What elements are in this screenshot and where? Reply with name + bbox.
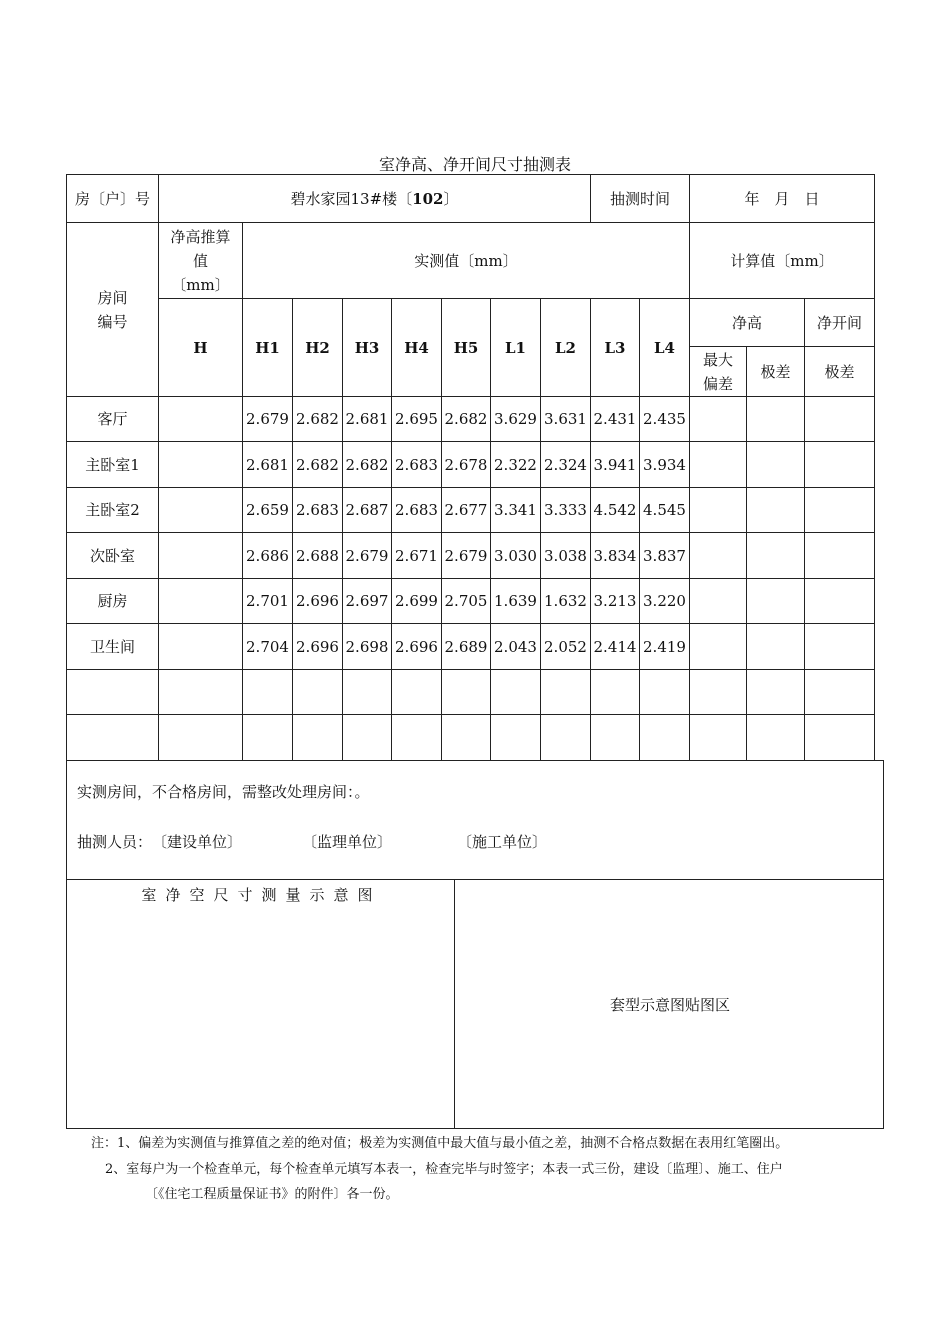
empty-cell[interactable]: [690, 488, 747, 533]
calculated-header: 计算值〔mm〕: [690, 223, 875, 299]
empty-cell[interactable]: [690, 624, 747, 670]
empty-cell[interactable]: [591, 715, 640, 761]
value-cell: 2.052: [541, 624, 591, 670]
empty-cell[interactable]: [690, 397, 747, 442]
empty-cell[interactable]: [747, 579, 805, 624]
date-value: 年 月 日: [690, 175, 875, 223]
net-height-header: 净高: [690, 299, 805, 347]
col-l3: L3: [591, 299, 640, 397]
value-cell: 2.682: [442, 397, 491, 442]
value-cell: 2.414: [591, 624, 640, 670]
empty-cell[interactable]: [392, 670, 442, 715]
value-cell: 1.639: [491, 579, 541, 624]
value-cell: 2.701: [243, 579, 293, 624]
estimate-cell[interactable]: [159, 533, 243, 579]
value-cell: 2.705: [442, 579, 491, 624]
empty-cell[interactable]: [293, 670, 343, 715]
inspectors-label: 抽测人员：: [77, 833, 153, 851]
empty-cell[interactable]: [805, 715, 875, 761]
empty-cell[interactable]: [293, 715, 343, 761]
value-cell: 2.435: [640, 397, 690, 442]
empty-cell[interactable]: [747, 670, 805, 715]
room-name: 主卧室2: [67, 488, 159, 533]
inspectors-line: [77, 831, 547, 852]
estimate-cell[interactable]: [159, 442, 243, 488]
note-3: 〔《住宅工程质量保证书》的附件〕各一份。: [145, 1187, 399, 1202]
estimate-cell[interactable]: [159, 624, 243, 670]
net-width-header: 净开间: [805, 299, 875, 347]
col-h: H: [159, 299, 243, 397]
empty-cell[interactable]: [67, 670, 159, 715]
empty-cell[interactable]: [67, 715, 159, 761]
floorplan-label: 套型示意图贴图区: [609, 996, 730, 1014]
room-name: 厨房: [67, 579, 159, 624]
room-column-header: 房间 编号: [67, 223, 159, 397]
value-cell: 4.545: [640, 488, 690, 533]
floorplan-paste-area: [454, 879, 884, 1129]
value-cell: 2.696: [293, 579, 343, 624]
empty-cell[interactable]: [690, 579, 747, 624]
value-cell: 2.698: [343, 624, 392, 670]
value-cell: 2.687: [343, 488, 392, 533]
empty-cell[interactable]: [690, 533, 747, 579]
value-cell: 3.213: [591, 579, 640, 624]
col-h5: H5: [442, 299, 491, 397]
empty-cell[interactable]: [747, 488, 805, 533]
value-cell: 2.681: [243, 442, 293, 488]
max-deviation-header: 最大 偏差: [690, 347, 747, 397]
empty-cell[interactable]: [159, 670, 243, 715]
value-cell: 2.677: [442, 488, 491, 533]
unit-value: 碧水家园13#楼〔102〕: [159, 175, 591, 223]
value-cell: 2.678: [442, 442, 491, 488]
time-label: 抽测时间: [591, 175, 690, 223]
value-cell: 2.682: [293, 397, 343, 442]
value-cell: 2.682: [293, 442, 343, 488]
value-cell: 3.934: [640, 442, 690, 488]
value-cell: 3.941: [591, 442, 640, 488]
note-2: 2、室每户为一个检查单元，每个检查单元填写本表一，检查完毕与时签字；本表一式三份，建设〔监理〕、施工、住户: [105, 1162, 783, 1177]
col-l4: L4: [640, 299, 690, 397]
value-cell: 2.683: [293, 488, 343, 533]
col-h2: H2: [293, 299, 343, 397]
empty-cell[interactable]: [805, 624, 875, 670]
empty-cell[interactable]: [805, 488, 875, 533]
value-cell: 4.542: [591, 488, 640, 533]
empty-row: [67, 670, 875, 715]
room-name: 卫生间: [67, 624, 159, 670]
value-cell: 2.679: [343, 533, 392, 579]
empty-cell[interactable]: [747, 624, 805, 670]
empty-cell[interactable]: [640, 715, 690, 761]
value-cell: 3.631: [541, 397, 591, 442]
empty-cell[interactable]: [491, 715, 541, 761]
empty-cell[interactable]: [805, 442, 875, 488]
diagram-title: 室净空尺寸测量示意图: [141, 886, 382, 904]
empty-cell[interactable]: [491, 670, 541, 715]
value-cell: 2.699: [392, 579, 442, 624]
value-cell: 3.834: [591, 533, 640, 579]
value-cell: 3.220: [640, 579, 690, 624]
width-range-header: 极差: [805, 347, 875, 397]
empty-cell[interactable]: [343, 715, 392, 761]
value-cell: 3.629: [491, 397, 541, 442]
value-cell: 3.333: [541, 488, 591, 533]
empty-cell[interactable]: [343, 670, 392, 715]
empty-cell[interactable]: [591, 670, 640, 715]
value-cell: 3.837: [640, 533, 690, 579]
col-h3: H3: [343, 299, 392, 397]
summary-section: [66, 760, 884, 880]
estimate-cell[interactable]: [159, 397, 243, 442]
empty-cell[interactable]: [805, 533, 875, 579]
empty-cell[interactable]: [159, 715, 243, 761]
value-cell: 2.686: [243, 533, 293, 579]
builder-signature[interactable]: 〔建设单位〕: [152, 833, 243, 851]
table-row: [67, 442, 875, 488]
value-cell: 2.659: [243, 488, 293, 533]
empty-cell[interactable]: [805, 397, 875, 442]
col-l1: L1: [491, 299, 541, 397]
empty-row: [67, 715, 875, 761]
supervisor-signature[interactable]: 〔监理单位〕: [302, 833, 393, 851]
empty-cell[interactable]: [747, 442, 805, 488]
value-cell: 2.043: [491, 624, 541, 670]
value-cell: 2.431: [591, 397, 640, 442]
value-cell: 3.030: [491, 533, 541, 579]
value-cell: 2.704: [243, 624, 293, 670]
empty-cell[interactable]: [747, 533, 805, 579]
empty-cell[interactable]: [541, 670, 591, 715]
table-row: [67, 624, 875, 670]
empty-cell[interactable]: [640, 670, 690, 715]
value-cell: 2.682: [343, 442, 392, 488]
empty-cell[interactable]: [442, 715, 491, 761]
empty-cell[interactable]: [442, 670, 491, 715]
value-cell: 3.341: [491, 488, 541, 533]
value-cell: 2.683: [392, 442, 442, 488]
table-row: [67, 533, 875, 579]
value-cell: 2.419: [640, 624, 690, 670]
empty-cell[interactable]: [747, 715, 805, 761]
value-cell: 1.632: [541, 579, 591, 624]
col-l2: L2: [541, 299, 591, 397]
room-name: 主卧室1: [67, 442, 159, 488]
clear-height-estimate-header: 净高推算 值 〔mm〕: [159, 223, 243, 299]
measured-header: 实测值〔mm〕: [243, 223, 690, 299]
empty-cell[interactable]: [243, 715, 293, 761]
table-row: [67, 579, 875, 624]
empty-cell[interactable]: [541, 715, 591, 761]
empty-cell[interactable]: [747, 397, 805, 442]
value-cell: 2.689: [442, 624, 491, 670]
value-cell: 2.696: [293, 624, 343, 670]
empty-cell[interactable]: [690, 715, 747, 761]
height-range-header: 极差: [747, 347, 805, 397]
value-cell: 2.697: [343, 579, 392, 624]
table-row: [67, 488, 875, 533]
value-cell: 2.696: [392, 624, 442, 670]
room-name: 客厅: [67, 397, 159, 442]
estimate-cell[interactable]: [159, 579, 243, 624]
contractor-signature[interactable]: 〔施工单位〕: [457, 833, 548, 851]
value-cell: 2.695: [392, 397, 442, 442]
value-cell: 2.322: [491, 442, 541, 488]
room-name: 次卧室: [67, 533, 159, 579]
value-cell: 2.679: [243, 397, 293, 442]
value-cell: 2.679: [442, 533, 491, 579]
note-1: 注：1、偏差为实测值与推算值之差的绝对值；极差为实测值中最大值与最小值之差，抽测不合格点数据在表用红笔圈出。: [91, 1136, 789, 1151]
empty-cell[interactable]: [805, 670, 875, 715]
unit-label: 房〔户〕号: [67, 175, 159, 223]
value-cell: 2.683: [392, 488, 442, 533]
value-cell: 2.681: [343, 397, 392, 442]
value-cell: 2.324: [541, 442, 591, 488]
col-h4: H4: [392, 299, 442, 397]
empty-cell[interactable]: [690, 442, 747, 488]
measurement-diagram-area: [66, 879, 455, 1129]
table-row: [67, 397, 875, 442]
empty-cell[interactable]: [243, 670, 293, 715]
page-title: 室净高、净开间尺寸抽测表: [378, 155, 571, 174]
measurement-table: [66, 174, 875, 761]
rooms-summary-line: 实测房间，不合格房间，需整改处理房间：。: [77, 783, 370, 801]
value-cell: 3.038: [541, 533, 591, 579]
col-h1: H1: [243, 299, 293, 397]
empty-cell[interactable]: [805, 579, 875, 624]
empty-cell[interactable]: [690, 670, 747, 715]
value-cell: 2.671: [392, 533, 442, 579]
value-cell: 2.688: [293, 533, 343, 579]
empty-cell[interactable]: [392, 715, 442, 761]
estimate-cell[interactable]: [159, 488, 243, 533]
